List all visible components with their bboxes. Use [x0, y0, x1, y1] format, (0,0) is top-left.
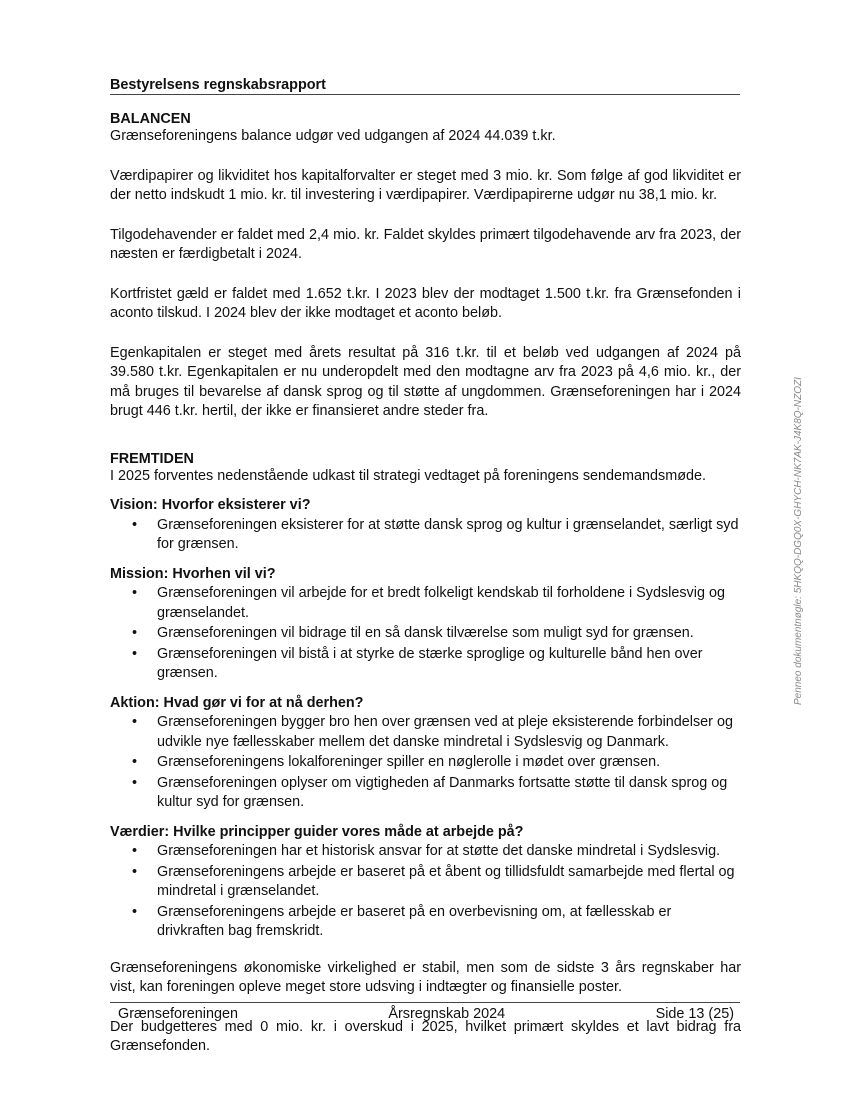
vision-title: Vision: Hvorfor eksisterer vi? — [110, 497, 311, 513]
balance-paragraph: Værdipapirer og likviditet hos kapitalforvalter er steget med 3 mio. kr. Som følge af god likviditet er der netto indskudt 1 mio. kr. til investering i værdipapirer. Værdipapirerne udgør nu 38,1 mio. kr. — [110, 167, 741, 203]
bullet-icon: • — [132, 903, 138, 920]
mission-list — [110, 584, 741, 684]
future-heading: FREMTIDEN — [110, 450, 194, 467]
bullet-icon: • — [132, 774, 138, 791]
list-item: • Grænseforeningens arbejde er baseret på en overbevisning om, at fællesskab er drivkraften bag fremskridt. — [132, 903, 672, 939]
list-item: • Grænseforeningen har et historisk ansvar for at støtte det danske mindretal i Sydslesvig. — [110, 842, 741, 862]
list-item: • Grænseforeningen vil arbejde for et bredt folkeligt kendskab til forholdene i Sydslesvig og grænselandet. — [132, 585, 725, 621]
bullet-icon: • — [132, 843, 138, 859]
closing-paragraph: Grænseforeningens økonomiske virkelighed er stabil, men som de sidste 3 års regnskaber har vist, kan foreningen opleve meget store udsving i indtægter og finansielle poster. — [110, 959, 741, 995]
footer-page-number: Side 13 (25) — [655, 1006, 734, 1022]
list-item: • Grænseforeningen bygger bro hen over grænsen ved at pleje eksisterende forbindelser og udvikle nye fællesskaber mellem det danske mindretal i Sydslesvig og Danmark. — [132, 714, 733, 750]
mission-title: Mission: Hvorhen vil vi? — [110, 565, 276, 582]
future-intro: I 2025 forventes nedenstående udkast til strategi vedtaget på foreningens sendemandsmøde. — [110, 467, 707, 484]
bullet-icon: • — [132, 863, 138, 880]
vision-list — [110, 516, 741, 555]
footer-org: Grænseforeningen — [118, 1006, 238, 1022]
document-key-note: Penneo dokumentnøgle: 5HKQQ-DGQ0X-GHYCH-NK7AK-J4K8Q-NZOZI — [793, 377, 804, 705]
action-title: Aktion: Hvad gør vi for at nå derhen? — [110, 694, 364, 711]
action-list — [110, 713, 741, 813]
bullet-icon: • — [132, 585, 138, 601]
footer-doc-title: Årsregnskab 2024 — [388, 1006, 506, 1022]
list-item: • Grænseforeningen vil bistå i at styrke de stærke sproglige og kulturelle bånd hen over grænsen. — [132, 645, 703, 681]
values-list — [110, 842, 741, 942]
list-item: • Grænseforeningen oplyser om vigtigheden af Danmarks fortsatte støtte til dansk sprog og kultur syd for grænsen. — [132, 774, 728, 810]
values-title: Værdier: Hvilke principper guider vores måde at arbejde på? — [110, 823, 524, 840]
closing-paragraph: Der budgetteres med 0 mio. kr. i overskud i 2025, hvilket primært skyldes et lavt bidrag fra Grænsefonden. — [110, 1018, 741, 1054]
bullet-icon: • — [132, 625, 138, 641]
balance-paragraph: Grænseforeningens balance udgør ved udgangen af 2024 44.039 t.kr. — [110, 128, 556, 144]
list-item: • Grænseforeningen vil bidrage til en så dansk tilværelse som muligt syd for grænsen. — [110, 624, 741, 644]
bullet-icon: • — [132, 645, 138, 662]
bullet-icon: • — [132, 714, 138, 730]
page-header: Bestyrelsens regnskabsrapport — [110, 77, 740, 95]
bullet-icon: • — [132, 754, 138, 770]
balance-paragraph: Kortfristet gæld er faldet med 1.652 t.kr. I 2023 blev der modtaget 1.500 t.kr. fra Grænsefonden i aconto tilskud. I 2024 blev der ikke modtaget et aconto beløb. — [110, 285, 741, 321]
balance-paragraph: Egenkapitalen er steget med årets resultat på 316 t.kr. til et beløb ved udgangen af 2024 på 39.580 t.kr. Egenkapitalen er nu underopdelt med den modtagne arv fra 2023 på 4,6 mio. kr., der må bruges til bevarelse af dansk sprog og til støtte af ungdommen. Grænseforeningen har i 2024 brugt 446 t.kr. hertil, der ikke er finansieret andre steder fra. — [110, 344, 741, 419]
balance-paragraph: Tilgodehavender er faldet med 2,4 mio. kr. Faldet skyldes primært tilgodehavende arv fra 2023, der næsten er færdigbetalt i 2024. — [110, 226, 741, 262]
page-footer — [110, 1002, 740, 1022]
page-content — [110, 111, 741, 1057]
list-item: • Grænseforeningens lokalforeninger spiller en nøglerolle i mødet over grænsen. — [110, 753, 741, 773]
list-item: • Grænseforeningens arbejde er baseret på et åbent og tillidsfuldt samarbejde med flertal og mindretal i grænselandet. — [132, 863, 735, 899]
balance-heading: BALANCEN — [110, 111, 191, 127]
list-item: • Grænseforeningen eksisterer for at støtte dansk sprog og kultur i grænselandet, særligt syd for grænsen. — [132, 516, 739, 552]
bullet-icon: • — [132, 516, 138, 533]
